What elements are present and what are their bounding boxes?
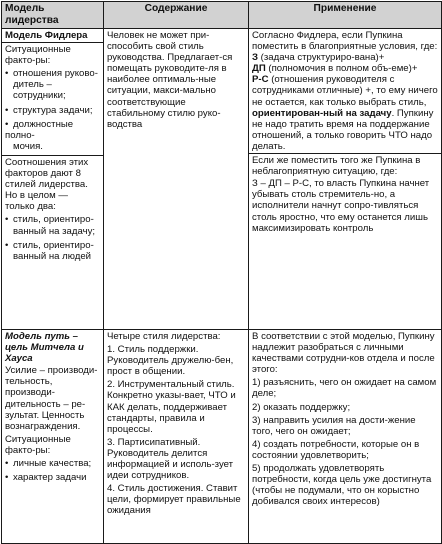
list-item: • должностные полно- мочия. (5, 118, 74, 152)
list-item: 4) создать потребности, которые он в состоянии удовлетворить; (252, 438, 420, 461)
path-goal-application-intro: В соответствии с этой моделью, Пупкину надлежит разобраться с личными качествами сотрудни-ков отдела и после этого: (252, 331, 435, 376)
list-item: 2. Инструментальный стиль. Конкретно указы-вает, ЧТО и КАК делать, поддерживает стандарты, правила и процессы. (107, 379, 236, 435)
list-item: 3) направить усилия на дости-жение того, чего он ожидает; (252, 414, 416, 437)
list-item: • стиль, ориентиро- ванный на людей (5, 239, 94, 262)
list-item: 1) разъяснить, чего он ожидает на самом деле; (252, 377, 437, 400)
header-application: Применение (249, 2, 442, 29)
list-item: 1. Стиль поддержки. Руководитель дружелю-бен, прост в общении. (107, 344, 234, 378)
fiedler-application-unfavorable: Если же поместить того же Пупкина в неблагоприятную ситуацию, где: З – ДП – Р-С, то власть Пупкина начнет убывать столь стремитель-но, а исполнители начнут сопро-тивляться столь яростно, что ему останется лишь максимизировать контроль (249, 153, 441, 234)
cell-path-goal-content (104, 330, 249, 544)
bullet-icon: • (5, 104, 9, 116)
bullet-icon: • (5, 118, 9, 130)
bullet-icon: • (5, 472, 9, 484)
list-item: 5) продолжать удовлетворять потребности, когда цель уже достигнута (чтобы не подумали, что он корыстно добивался своих интересов) (252, 463, 432, 508)
fiedler-summary: Соотношения этих факторов дают 8 стилей лидерства. Но в целом — только два: (5, 156, 89, 213)
cell-fiedler-application (249, 29, 442, 330)
fiedler-factors-block (2, 42, 103, 152)
cell-fiedler-model (2, 29, 104, 330)
list-item: • стиль, ориентиро- ванный на задачу; (5, 214, 96, 237)
path-goal-summary: Усилие – производи-тельность, производи-дительность – ре-зультат. Ценность вознаграждения. (5, 365, 98, 432)
list-item: 4. Стиль достижения. Ставит цели, формирует правильные ожидания (107, 483, 241, 517)
cell-fiedler-content (104, 29, 249, 330)
list-item: • отношения руково- дитель – сотрудники; (5, 68, 98, 102)
list-item: • характер задачи (5, 472, 87, 484)
path-goal-content-intro: Четыре стиля лидерства: (107, 331, 221, 342)
list-item: • структура задачи; (5, 104, 93, 116)
fiedler-factors-title: Ситуационные факто-ры: (5, 44, 71, 67)
cell-path-goal-model (2, 330, 104, 544)
table-header-row (2, 2, 442, 29)
document-page (1, 1, 441, 541)
header-content: Содержание (104, 2, 249, 29)
list-item: 2) оказать поддержку; (252, 401, 351, 413)
cell-path-goal-application (249, 330, 442, 544)
list-item: • личные качества; (5, 458, 92, 470)
table-row-path-goal (2, 330, 442, 544)
path-goal-factors-title: Ситуационные факто-ры: (5, 433, 71, 456)
header-model: Модель лидерства (2, 2, 104, 29)
fiedler-summary-block (2, 155, 103, 262)
bullet-icon: • (5, 239, 9, 251)
list-item: 3. Партисипативный. Руководитель делится информацией и исполь-зует идеи сотрудников. (107, 436, 234, 482)
path-goal-title: Модель путь – цель Митчела и Хауса (5, 331, 84, 365)
bullet-icon: • (5, 68, 9, 80)
leadership-models-table (1, 1, 442, 544)
table-row-fiedler (2, 29, 442, 330)
fiedler-application-favorable: Согласно Фидлера, если Пупкина поместить в благоприятные условия, где: З (задача структуриро-вана)+ ДП (полномочия в полном объ-еме)+ Р-С (отношения руководителя с сотрудниками отличные) +, то ему ничего не остается, как только выбрать стиль, ориентирован-ный на задачу. Пупкину не надо тратить время на поддержание отношений, а только говорить ЧТО надо делать. (252, 30, 438, 152)
fiedler-content-text: Человек не может при-способить свой стиль руководства. Предлагает-ся помещать руководите-ля в наиболее оптималь-ные ситуации, макси-мально соответствующие стабильному стилю руко-водства (107, 30, 233, 130)
fiedler-title: Модель Фидлера (5, 30, 88, 41)
bullet-icon: • (5, 458, 9, 470)
bullet-icon: • (5, 214, 9, 226)
